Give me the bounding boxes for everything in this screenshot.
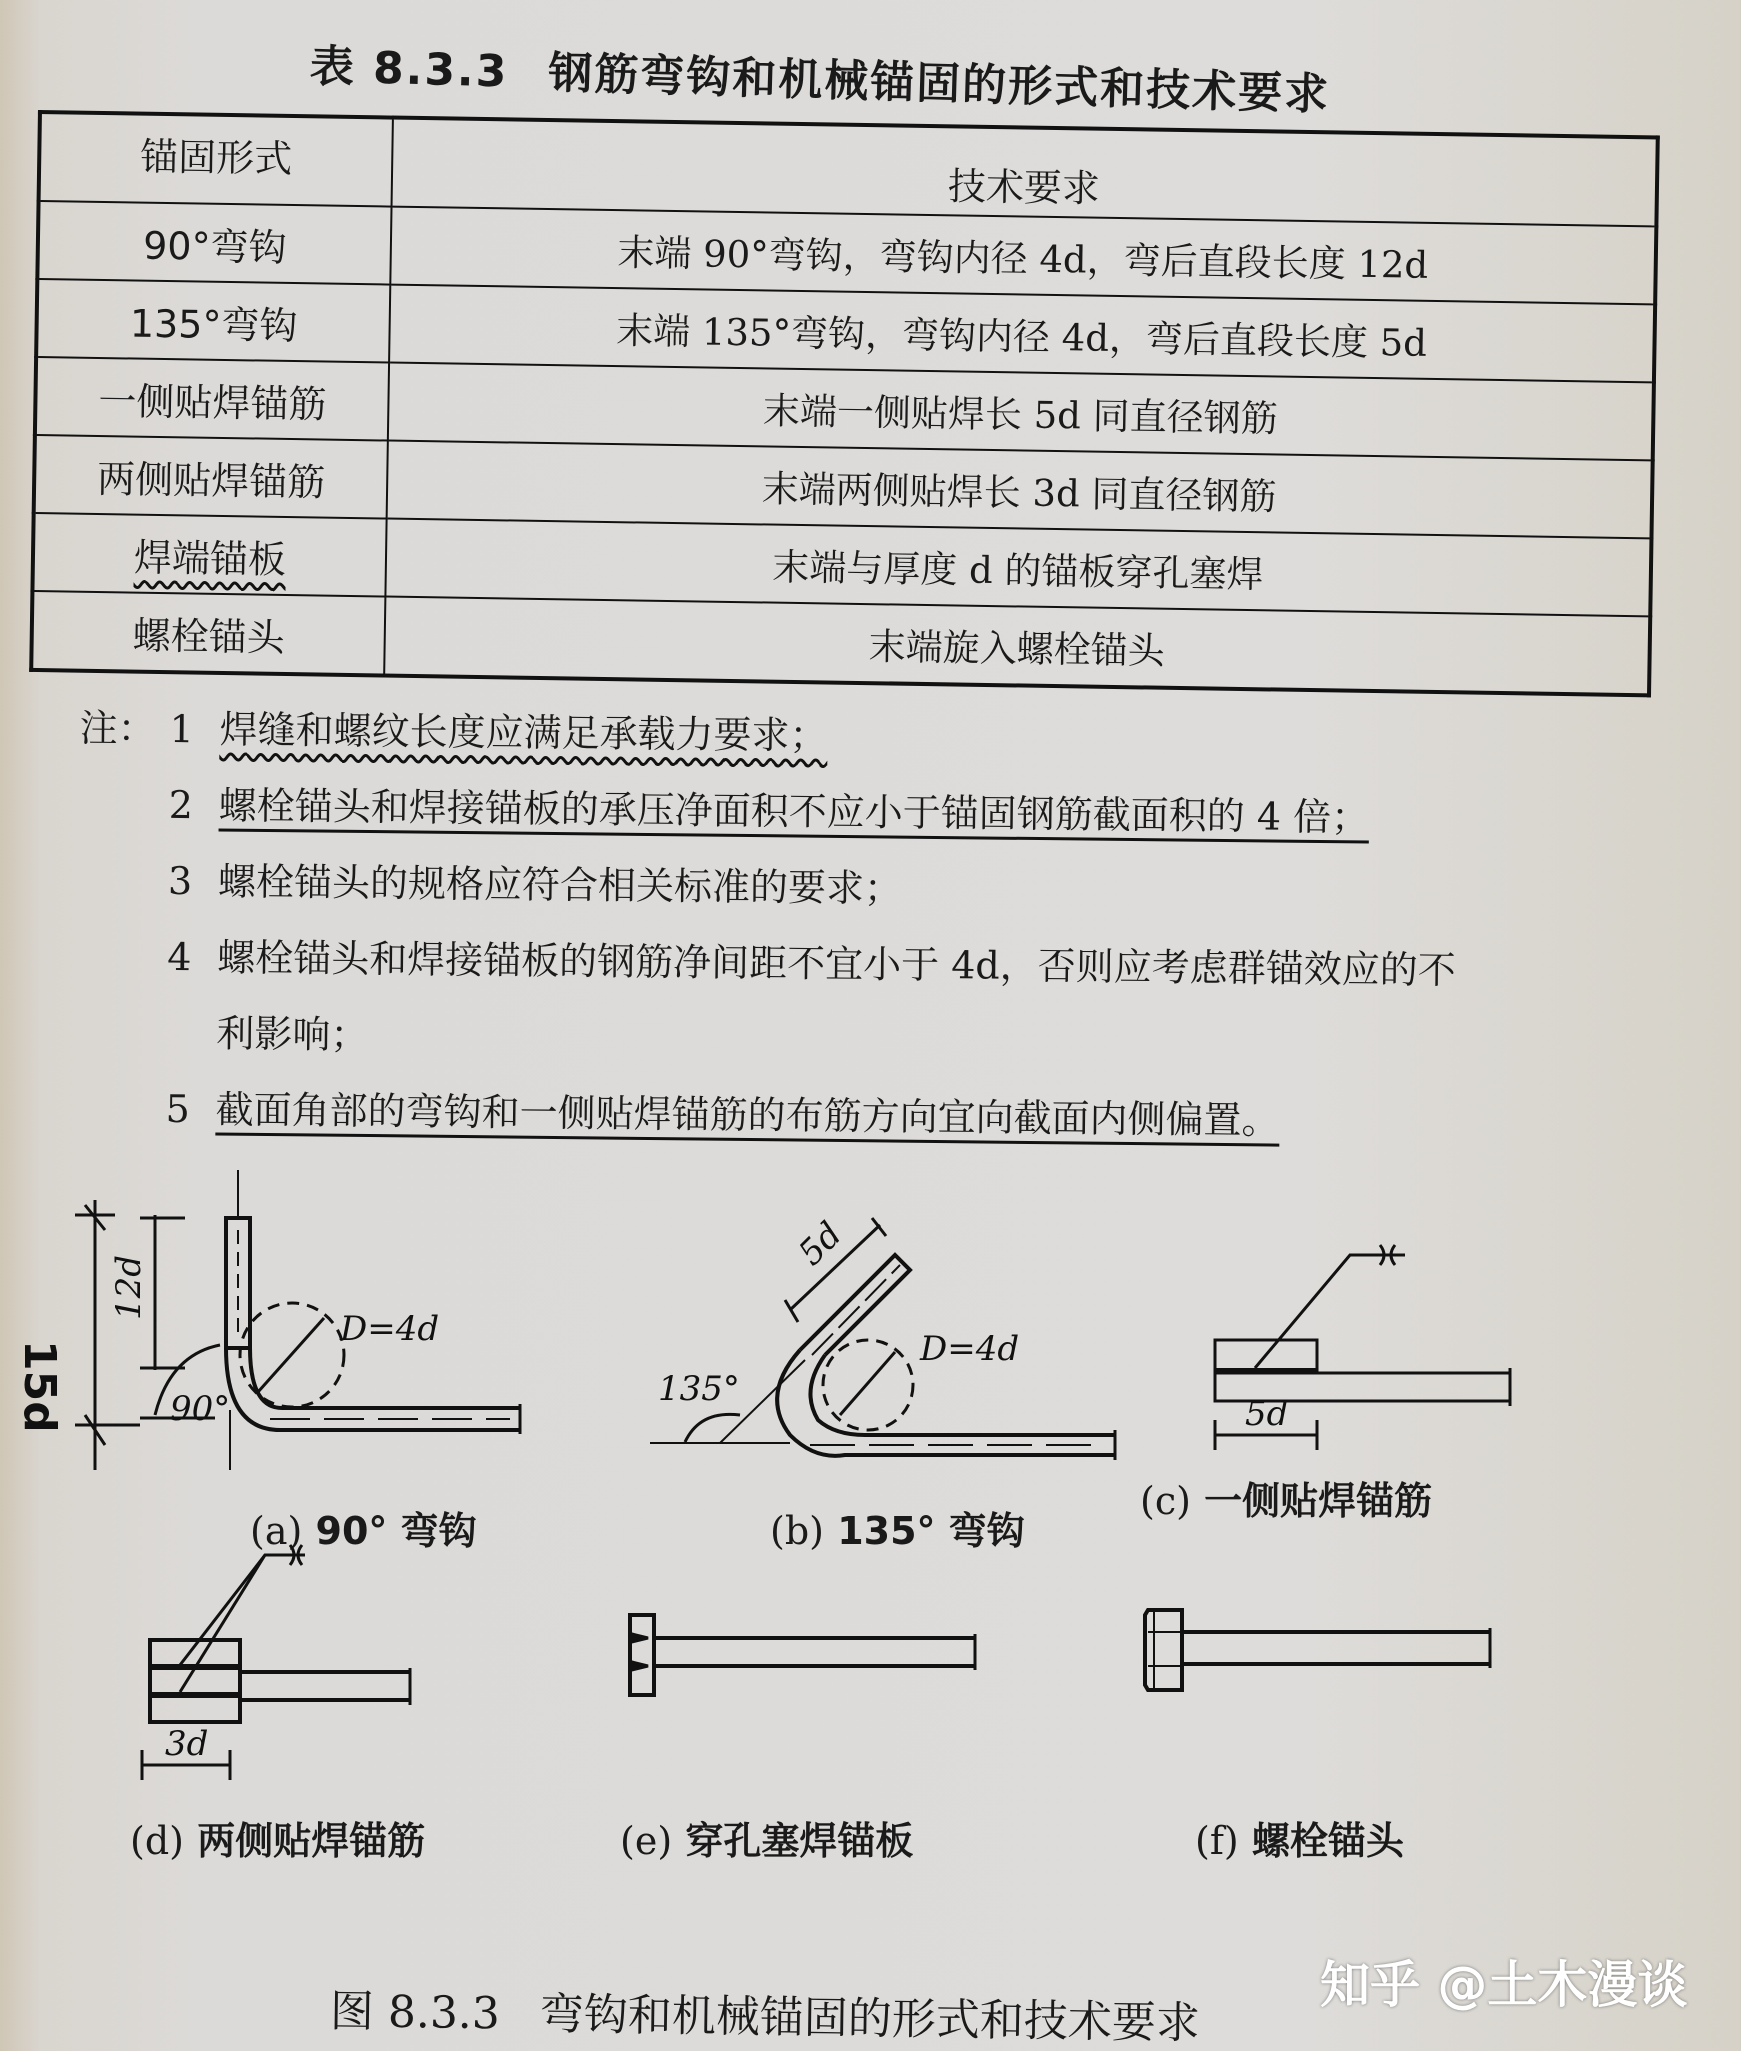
figure-d-two-side-welded-bar (130, 1540, 470, 1863)
figure-f-label: (f) 螺栓锚头 (1195, 1819, 1404, 1863)
cell-requirement: 末端旋入螺栓锚头 (384, 597, 1650, 696)
note-text: 螺栓锚头和焊接锚板的钢筋净间距不宜小于 4d，否则应考虑群锚效应的不 (216, 935, 1456, 993)
handwritten-wavy-underline: 焊端锚板 (133, 535, 287, 582)
zhihu-watermark: 知乎 @土木漫谈 (1320, 1956, 1688, 2014)
angle-135-label: 135° (658, 1369, 740, 1409)
cell-form: 螺栓锚头 (31, 591, 385, 676)
table-number: 表 8.3.3 (309, 41, 510, 98)
diameter-label: D=4d (920, 1329, 1020, 1369)
figure-e-plug-welded-plate (620, 1600, 980, 1863)
figure-b-label: (b) 135° 弯钩 (770, 1509, 1025, 1553)
diameter-label: D=4d (340, 1309, 440, 1349)
cell-form: 两侧贴焊锚筋 (34, 435, 388, 519)
figure-c-label: (c) 一侧贴焊锚筋 (1140, 1479, 1433, 1523)
figure-a-label: (a) 90° 弯钩 (250, 1509, 477, 1553)
figure-e-label: (e) 穿孔塞焊锚板 (620, 1819, 914, 1863)
note-text: 截面角部的弯钩和一侧贴焊锚筋的布筋方向宜向截面内侧偏置。 (215, 1087, 1280, 1143)
figure-number: 图 8.3.3 (329, 1986, 501, 2040)
cell-requirement: 末端 90°弯钩，弯钩内径 4d，弯后直段长度 12d (390, 207, 1656, 305)
figures-area (0, 1160, 1741, 1863)
figure-b-135-degree-hook (640, 1180, 1140, 1553)
figure-d-label: (d) 两侧贴焊锚筋 (130, 1819, 426, 1863)
table-notes (75, 690, 1680, 1163)
two-side-weld-drawing (130, 1540, 470, 1770)
note-text: 螺栓锚头和焊接锚板的承压净面积不应小于锚固钢筋截面积的 4 倍； (218, 783, 1370, 840)
anchorage-spec-table (29, 110, 1660, 697)
straight-length-label: 12d (109, 1254, 149, 1320)
table-title (309, 30, 1450, 126)
bolt-head-drawing (1140, 1600, 1500, 1720)
note-index: 2 (168, 782, 194, 828)
figure-c-one-side-welded-bar (1140, 1220, 1600, 1523)
cell-requirement: 末端 135°弯钩，弯钩内径 4d，弯后直段长度 5d (389, 285, 1655, 383)
cell-form: 135°弯钩 (36, 279, 390, 363)
hook-135-drawing (640, 1180, 1140, 1480)
table-title-text: 钢筋弯钩和机械锚固的形式和技术要求 (547, 47, 1331, 121)
note-item (75, 1070, 1676, 1163)
note-text: 焊缝和螺纹长度应满足承载力要求； (219, 707, 828, 758)
note-text-continuation: 利影响； (216, 1011, 369, 1058)
cell-form: 90°弯钩 (37, 201, 391, 285)
weld-length-label: 3d (165, 1724, 209, 1764)
cell-form: 一侧贴焊锚筋 (35, 357, 389, 441)
weld-length-label: 5d (1245, 1394, 1289, 1434)
notes-prefix: 注： (79, 705, 156, 751)
cell-requirement: 末端两侧贴焊长 3d 同直径钢筋 (387, 441, 1653, 539)
note-index: 1 (169, 706, 195, 752)
cell-requirement: 末端一侧贴焊长 5d 同直径钢筋 (388, 363, 1654, 461)
plug-weld-plate-drawing (620, 1600, 980, 1720)
handwritten-15d: 15d (14, 1340, 65, 1433)
angle-90-label: 90° (170, 1389, 231, 1429)
header-technical-requirement: 技术要求 (392, 118, 1658, 227)
note-index: 4 (166, 934, 192, 980)
straight-length-label: 5d (791, 1214, 850, 1274)
figure-f-bolt-anchor-head (1140, 1600, 1500, 1863)
hook-90-drawing (14, 1160, 620, 1500)
figure-a-90-degree-hook (14, 1160, 620, 1553)
note-index: 5 (165, 1086, 191, 1132)
note-text: 螺栓锚头的规格应符合相关标准的要求； (217, 859, 903, 911)
cell-requirement: 末端与厚度 d 的锚板穿孔塞焊 (385, 519, 1651, 617)
figure-caption-text: 弯钩和机械锚固的形式和技术要求 (539, 1988, 1201, 2050)
cell-form (32, 513, 386, 597)
note-index: 3 (167, 858, 193, 904)
header-anchorage-form: 锚固形式 (39, 112, 393, 207)
one-side-weld-drawing (1140, 1220, 1600, 1470)
figure-caption (330, 1975, 1201, 2051)
